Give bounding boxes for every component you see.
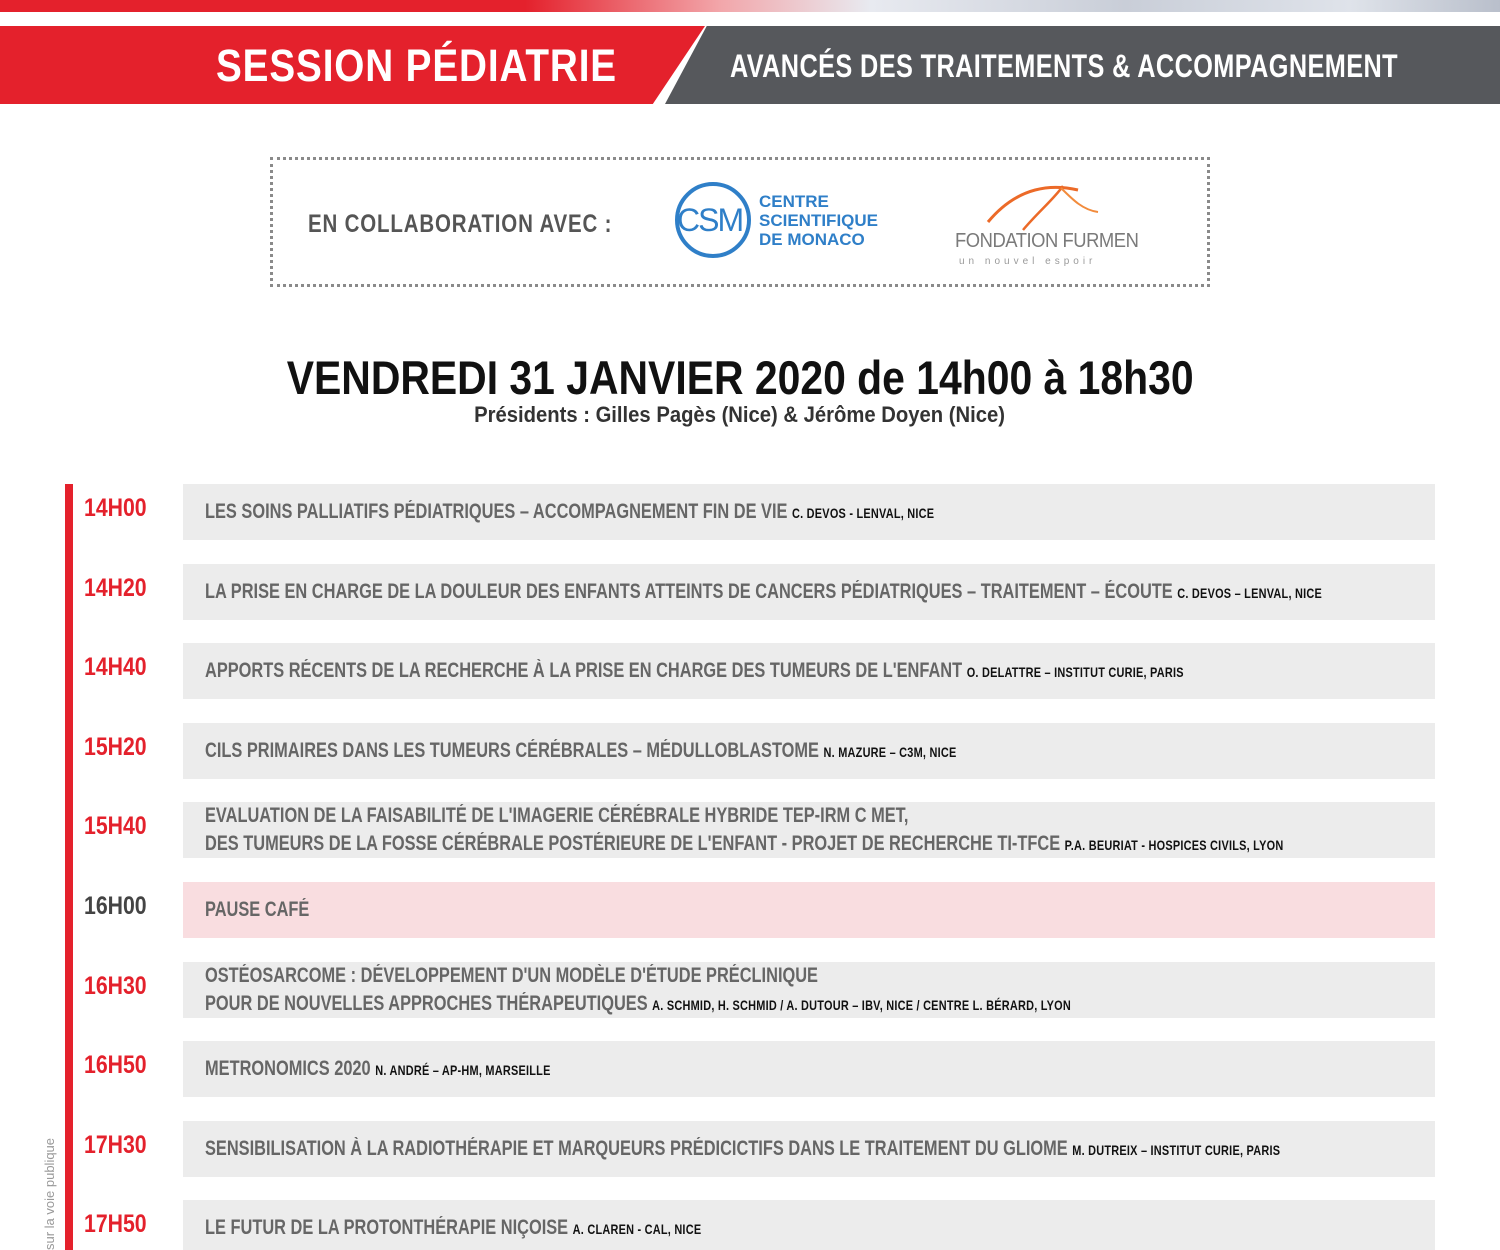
- schedule-talk-box: [183, 484, 1435, 540]
- furmen-logo-tagline: un nouvel espoir: [959, 256, 1097, 267]
- event-presidents-text: Présidents : Gilles Pagès (Nice) & Jérôme Doyen (Nice): [474, 402, 1006, 427]
- talk-title: CILS PRIMAIRES DANS LES TUMEURS CÉRÉBRALES – MÉDULLOBLASTOME: [205, 739, 819, 762]
- schedule-time: 14H00: [84, 494, 147, 522]
- schedule-talk-box: [183, 564, 1435, 620]
- schedule-pause-box: [183, 882, 1435, 938]
- schedule-time: 17H50: [84, 1210, 147, 1238]
- talk-title: SENSIBILISATION À LA RADIOTHÉRAPIE ET MARQUEURS PRÉDICICTIFS DANS LE TRAITEMENT DU GLIOME: [205, 1137, 1068, 1160]
- talk-title-line: [205, 500, 934, 524]
- event-presidents: [0, 402, 1480, 428]
- schedule-time: 14H20: [84, 574, 147, 602]
- talk-title-line: [205, 739, 956, 763]
- talk-title: LA PRISE EN CHARGE DE LA DOULEUR DES ENFANTS ATTEINTS DE CANCERS PÉDIATRIQUES – TRAITEMENT – ÉCOUTE: [205, 580, 1173, 603]
- schedule-time: 17H30: [84, 1131, 147, 1159]
- schedule-talk-box: [183, 1041, 1435, 1097]
- collaboration-box: [270, 157, 1210, 287]
- talk-speaker: N. ANDRÉ – AP-HM, MARSEILLE: [375, 1062, 551, 1078]
- talk-title: APPORTS RÉCENTS DE LA RECHERCHE À LA PRISE EN CHARGE DES TUMEURS DE L'ENFANT: [205, 659, 963, 682]
- schedule-time: 16H30: [84, 972, 147, 1000]
- schedule-row: [0, 882, 1500, 938]
- schedule-time: 14H40: [84, 653, 147, 681]
- talk-speaker: P.A. BEURIAT - HOSPICES CIVILS, LYON: [1064, 837, 1284, 853]
- event-date-text: VENDREDI 31 JANVIER 2020 de 14h00 à 18h30: [286, 351, 1194, 404]
- schedule-talk-box: [183, 643, 1435, 699]
- talk-title-line: [205, 659, 1184, 683]
- csm-logo-text: [759, 192, 878, 249]
- talk-title: LE FUTUR DE LA PROTONTHÉRAPIE NIÇOISE: [205, 1216, 569, 1239]
- talk-title-line: [205, 992, 1071, 1016]
- talk-title: PAUSE CAFÉ: [205, 898, 310, 921]
- event-date: [0, 350, 1480, 405]
- schedule-talk-box: [183, 723, 1435, 779]
- furmen-logo-name: FONDATION FURMEN: [955, 230, 1139, 252]
- talk-title-line: [205, 1057, 551, 1081]
- csm-logo-line: CENTRE: [759, 192, 829, 211]
- schedule-row: [0, 484, 1500, 540]
- schedule-talk-box: [183, 1121, 1435, 1177]
- talk-title: LES SOINS PALLIATIFS PÉDIATRIQUES – ACCOMPAGNEMENT FIN DE VIE: [205, 500, 788, 523]
- talk-speaker: C. DEVOS - LENVAL, NICE: [792, 505, 935, 521]
- talk-title-line: [205, 580, 1322, 604]
- talk-title-line: [205, 1216, 701, 1240]
- session-banner: [0, 26, 1500, 104]
- schedule-row: [0, 1121, 1500, 1177]
- schedule-row: [0, 564, 1500, 620]
- side-note: sur la voie publique: [42, 1137, 57, 1250]
- talk-speaker: M. DUTREIX – INSTITUT CURIE, PARIS: [1072, 1142, 1281, 1158]
- talk-title: DES TUMEURS DE LA FOSSE CÉRÉBRALE POSTÉRIEURE DE L'ENFANT - PROJET DE RECHERCHE TI-TFCE: [205, 832, 1061, 855]
- schedule-talk-box: [183, 962, 1435, 1018]
- talk-speaker: A. CLAREN - CAL, NICE: [572, 1221, 702, 1237]
- collaboration-label: EN COLLABORATION AVEC :: [308, 210, 613, 238]
- schedule-row: [0, 802, 1500, 858]
- schedule-row: [0, 1200, 1500, 1250]
- talk-title: POUR DE NOUVELLES APPROCHES THÉRAPEUTIQUES: [205, 992, 648, 1015]
- csm-logo-line: DE MONACO: [759, 230, 865, 249]
- session-title: SESSION PÉDIATRIE: [216, 40, 617, 91]
- schedule-row: [0, 723, 1500, 779]
- talk-speaker: A. SCHMID, H. SCHMID / A. DUTOUR – IBV, NICE / CENTRE L. BÉRARD, LYON: [652, 997, 1071, 1013]
- fondation-furmen-logo: [953, 182, 1153, 268]
- schedule-talk-box: [183, 802, 1435, 858]
- schedule-time: 15H20: [84, 733, 147, 761]
- schedule-row: [0, 962, 1500, 1018]
- schedule-row: [0, 643, 1500, 699]
- header-photo-strip: [0, 0, 1500, 12]
- talk-speaker: O. DELATTRE – INSTITUT CURIE, PARIS: [966, 664, 1184, 680]
- talk-title-line: [205, 964, 818, 988]
- session-subtitle: AVANCÉS DES TRAITEMENTS & ACCOMPAGNEMENT: [730, 48, 1398, 84]
- csm-logo: [673, 180, 893, 266]
- talk-speaker: C. DEVOS – LENVAL, NICE: [1177, 585, 1323, 601]
- talk-title-line: [205, 804, 908, 828]
- furmen-swoosh-icon: [983, 182, 1103, 232]
- schedule-time: 16H50: [84, 1051, 147, 1079]
- talk-title: METRONOMICS 2020: [205, 1057, 371, 1080]
- talk-title-line: [205, 832, 1283, 856]
- schedule-row: [0, 1041, 1500, 1097]
- schedule-time: 16H00: [84, 892, 147, 920]
- talk-speaker: N. MAZURE – C3M, NICE: [823, 744, 957, 760]
- csm-logo-mark: CSM: [677, 202, 743, 238]
- talk-title-line: [205, 898, 309, 922]
- schedule-talk-box: [183, 1200, 1435, 1250]
- talk-title: EVALUATION DE LA FAISABILITÉ DE L'IMAGERIE CÉRÉBRALE HYBRIDE TEP-IRM C MET,: [205, 804, 909, 827]
- csm-logo-line: SCIENTIFIQUE: [759, 211, 879, 230]
- talk-title-line: [205, 1137, 1280, 1161]
- talk-title: OSTÉOSARCOME : DÉVELOPPEMENT D'UN MODÈLE D'ÉTUDE PRÉCLINIQUE: [205, 964, 818, 987]
- schedule-time: 15H40: [84, 812, 147, 840]
